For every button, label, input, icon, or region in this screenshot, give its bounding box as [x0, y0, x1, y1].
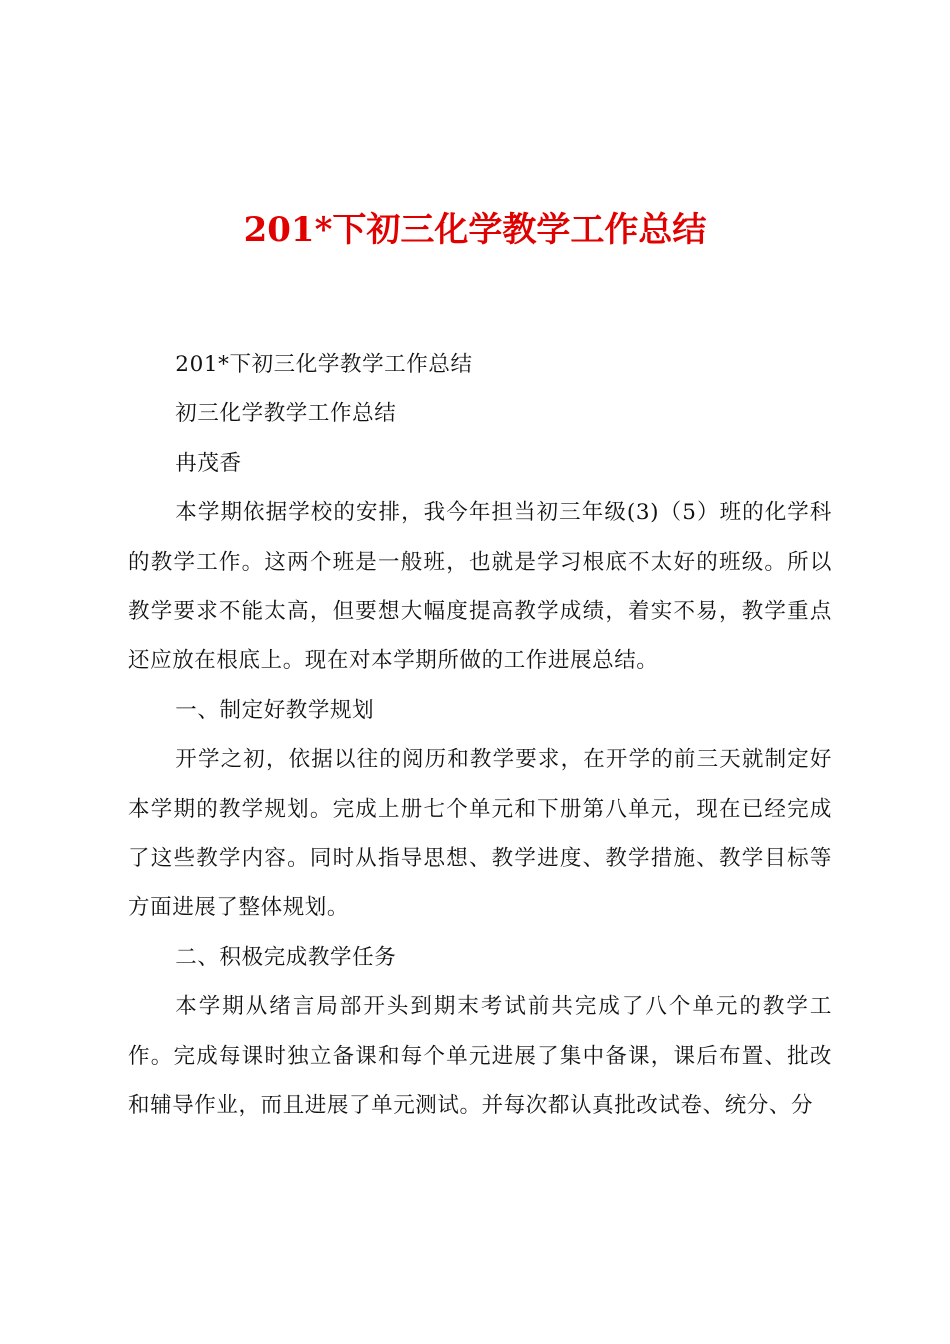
paragraph-author: 冉茂香	[175, 450, 242, 476]
paragraph-subtitle: 初三化学教学工作总结	[175, 401, 397, 427]
paragraph-intro: 本学期依据学校的安排，我今年担当初三年级(3)（5）班的化学科的教学工作。这两个班是一般班，也就是学习根底不太好的班级。所以教学要求不能太高，但要想大幅度提高教学成绩，着实不易，教学重点还应放在根底上。现在对本学期所做的工作进展总结。	[128, 500, 832, 674]
paragraph-section-1: 开学之初，依据以往的阅历和教学要求，在开学的前三天就制定好本学期的教学规划。完成上册七个单元和下册第八单元，现在已经完成了这些教学内容。同时从指导思想、教学进度、教学措施、教学目标等方面进展了整体规划。	[128, 747, 832, 921]
section-heading-1: 一、制定好教学规划	[175, 697, 375, 723]
document-title: 201*下初三化学教学工作总结	[243, 210, 707, 250]
paragraph-section-2: 本学期从绪言局部开头到期末考试前共完成了八个单元的教学工作。完成每课时独立备课和每个单元进展了集中备课，课后布置、批改和辅导作业，而且进展了单元测试。并每次都认真批改试卷、统分、分	[128, 994, 832, 1119]
paragraph-heading-repeat: 201*下初三化学教学工作总结	[175, 352, 473, 377]
section-heading-2: 二、积极完成教学任务	[175, 944, 397, 970]
document-body	[128, 340, 832, 1131]
